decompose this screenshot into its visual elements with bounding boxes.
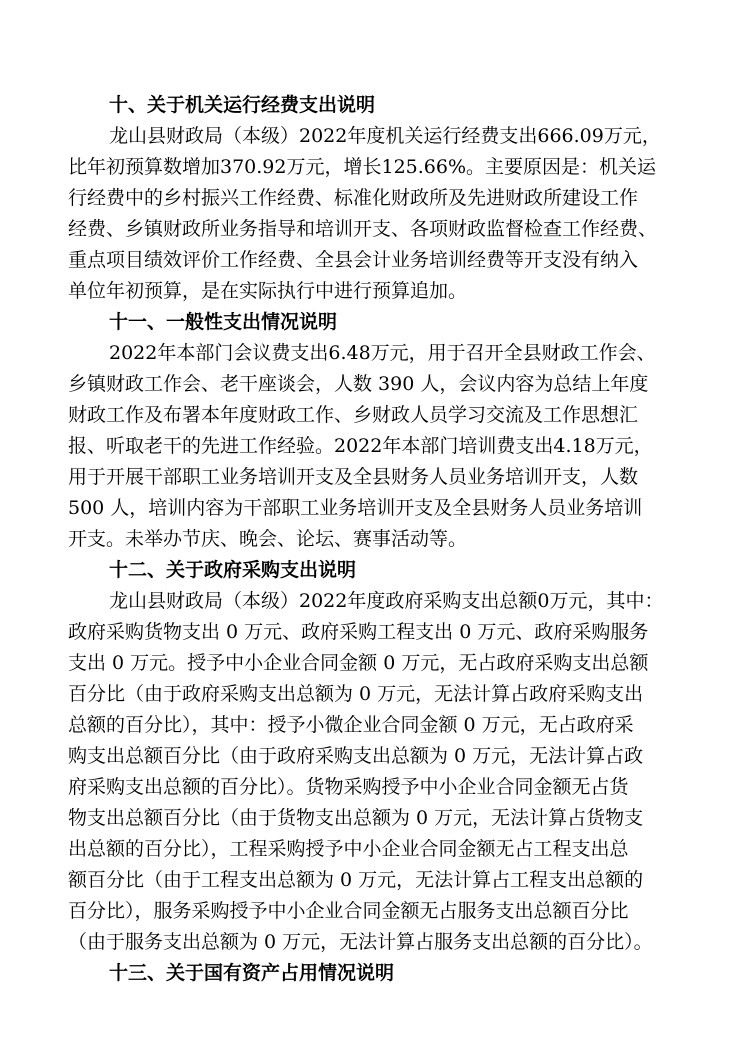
text-line: 行经费中的乡村振兴工作经费、标准化财政所及先进财政所建设工作 <box>68 187 639 209</box>
section-heading-operating-expenses: 十、关于机关运行经费支出说明 <box>109 94 376 116</box>
section-body-general-expenses <box>68 338 684 555</box>
section-heading-government-procurement: 十二、关于政府采购支出说明 <box>109 559 357 581</box>
text-line: 财政工作及布署本年度财政工作、乡财政人员学习交流及工作思想汇 <box>68 404 639 426</box>
text-line: 开支。未举办节庆、晚会、论坛、赛事活动等。 <box>68 528 468 550</box>
text-line: 出总额的百分比），工程采购授予中小企业合同金额无占工程支出总 <box>68 838 629 860</box>
text-line: 单位年初预算，是在实际执行中进行预算追加。 <box>68 280 468 302</box>
text-line: 报、听取老干的先进工作经验。2022年本部门培训费支出4.18万元， <box>68 435 653 457</box>
document-page <box>68 90 684 989</box>
text-line: 比年初预算数增加370.92万元，增长125.66%。主要原因是：机关运 <box>68 156 657 178</box>
text-line: 经费、乡镇财政所业务指导和培训开支、各项财政监督检查工作经费、 <box>68 218 658 240</box>
text-line: （由于服务支出总额为 0 万元，无法计算占服务支出总额的百分比）。 <box>68 931 653 953</box>
text-line: 总额的百分比），其中：授予小微企业合同金额 0 万元，无占政府采 <box>68 714 634 736</box>
text-line: 重点项目绩效评价工作经费、全县会计业务培训经费等开支没有纳入 <box>68 249 639 271</box>
text-line: 百分比），服务采购授予中小企业合同金额无占服务支出总额百分比 <box>68 900 629 922</box>
text-line: 支出 0 万元。授予中小企业合同金额 0 万元，无占政府采购支出总额 <box>68 652 649 674</box>
text-line: 百分比（由于政府采购支出总额为 0 万元，无法计算占政府采购支出 <box>68 683 644 705</box>
text-line: 乡镇财政工作会、老干座谈会，人数 390 人，会议内容为总结上年度 <box>68 373 649 395</box>
text-line: 500 人，培训内容为干部职工业务培训开支及全县财务人员业务培训 <box>68 497 643 519</box>
text-line: 购支出总额百分比（由于政府采购支出总额为 0 万元，无法计算占政 <box>68 745 644 767</box>
text-line: 2022年本部门会议费支出6.48万元，用于召开全县财政工作会、 <box>109 342 656 364</box>
text-line: 物支出总额百分比（由于货物支出总额为 0 万元，无法计算占货物支 <box>68 807 644 829</box>
text-line: 府采购支出总额的百分比）。货物采购授予中小企业合同金额无占货 <box>68 776 629 798</box>
text-line: 龙山县财政局（本级）2022年度机关运行经费支出666.09万元， <box>109 125 661 147</box>
section-heading-state-assets: 十三、关于国有资产占用情况说明 <box>109 962 395 984</box>
section-heading-general-expenses: 十一、一般性支出情况说明 <box>109 311 338 333</box>
text-line: 额百分比（由于工程支出总额为 0 万元，无法计算占工程支出总额的 <box>68 869 644 891</box>
text-line: 用于开展干部职工业务培训开支及全县财务人员业务培训开支，人数 <box>68 466 639 488</box>
text-line: 龙山县财政局（本级）2022年度政府采购支出总额0万元，其中： <box>109 590 664 612</box>
section-body-operating-expenses <box>68 121 684 307</box>
section-body-government-procurement <box>68 586 684 958</box>
text-line: 政府采购货物支出 0 万元、政府采购工程支出 0 万元、政府采购服务 <box>68 621 649 643</box>
